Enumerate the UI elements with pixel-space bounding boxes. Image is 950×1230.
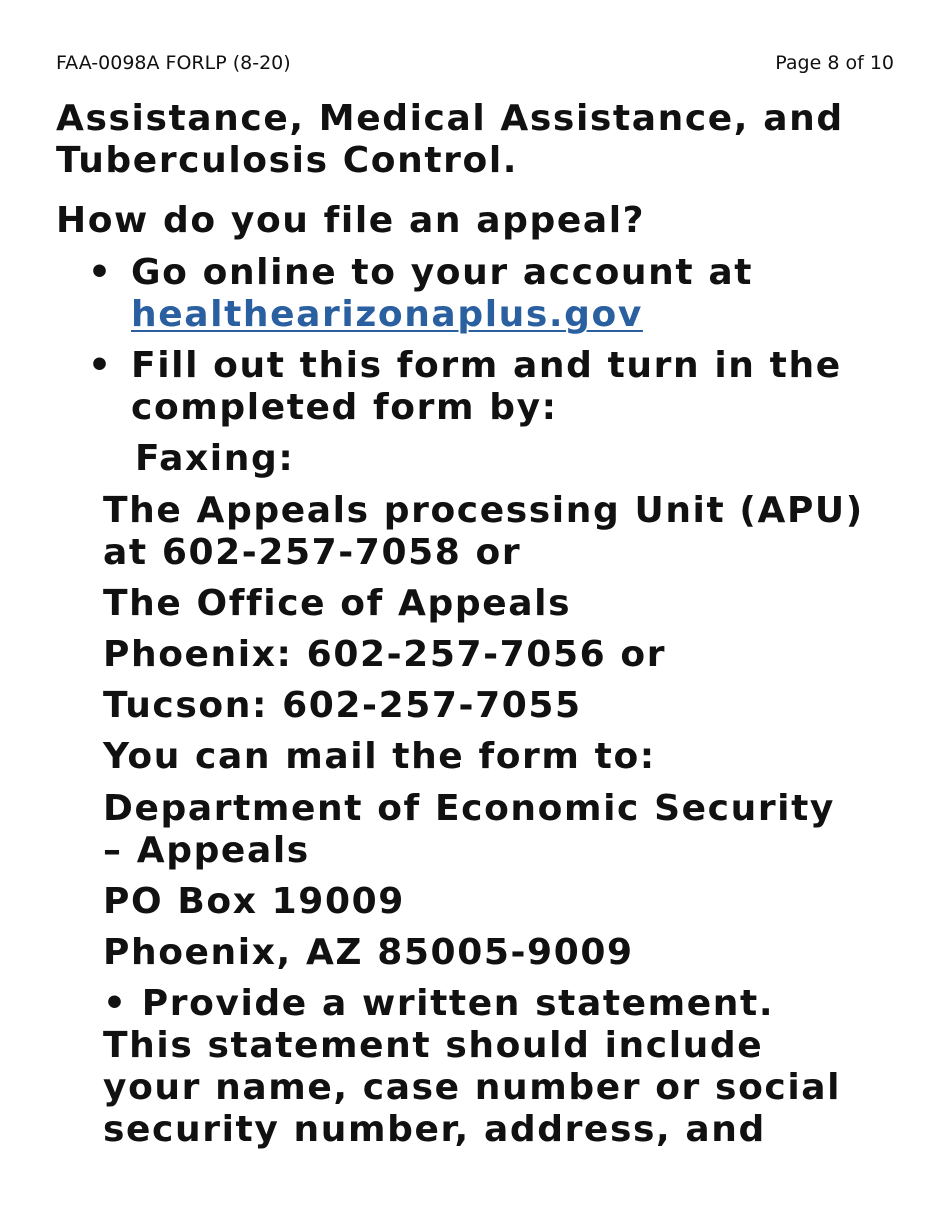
phoenix-fax: Phoenix: 602-257-7056 or <box>103 634 667 675</box>
po-box: PO Box 19009 <box>103 881 405 922</box>
office-of-appeals: The Office of Appeals <box>103 583 572 624</box>
bullet-2-marker: • <box>88 345 112 386</box>
apu-line-1: The Appeals processing Unit (APU) <box>103 490 864 531</box>
bullet-2-text-line-2: completed form by: <box>131 387 558 428</box>
bullet-2-text-line-1: Fill out this form and turn in the <box>131 345 842 386</box>
bullet-3-line-4: security number, address, and <box>103 1109 766 1150</box>
faxing-label: Faxing: <box>135 438 295 479</box>
intro-text-line-1: Assistance, Medical Assistance, and <box>56 98 844 139</box>
tucson-fax: Tucson: 602-257-7055 <box>103 685 582 726</box>
form-id: FAA-0098A FORLP (8-20) <box>56 52 291 74</box>
mail-address-line-1: Department of Economic Security <box>103 788 835 829</box>
bullet-3-line-2: This statement should include <box>103 1025 764 1066</box>
bullet-3-line-3: your name, case number or social <box>103 1067 842 1108</box>
bullet-1-text: Go online to your account at <box>131 252 754 293</box>
bullet-1-link-line <box>131 294 643 336</box>
bullet-3-line-1: • Provide a written statement. <box>103 983 775 1024</box>
mail-intro: You can mail the form to: <box>103 736 656 777</box>
intro-text-line-2: Tuberculosis Control. <box>56 140 519 181</box>
page-header <box>56 52 894 76</box>
apu-line-2: at 602-257-7058 or <box>103 532 522 573</box>
mail-address-line-2: – Appeals <box>103 830 310 871</box>
healthearizonaplus-link[interactable]: healthearizonaplus.gov <box>131 294 643 335</box>
section-heading: How do you file an appeal? <box>56 200 646 241</box>
page-number: Page 8 of 10 <box>775 52 894 74</box>
city-zip: Phoenix, AZ 85005-9009 <box>103 932 634 973</box>
bullet-1-marker: • <box>88 252 112 293</box>
